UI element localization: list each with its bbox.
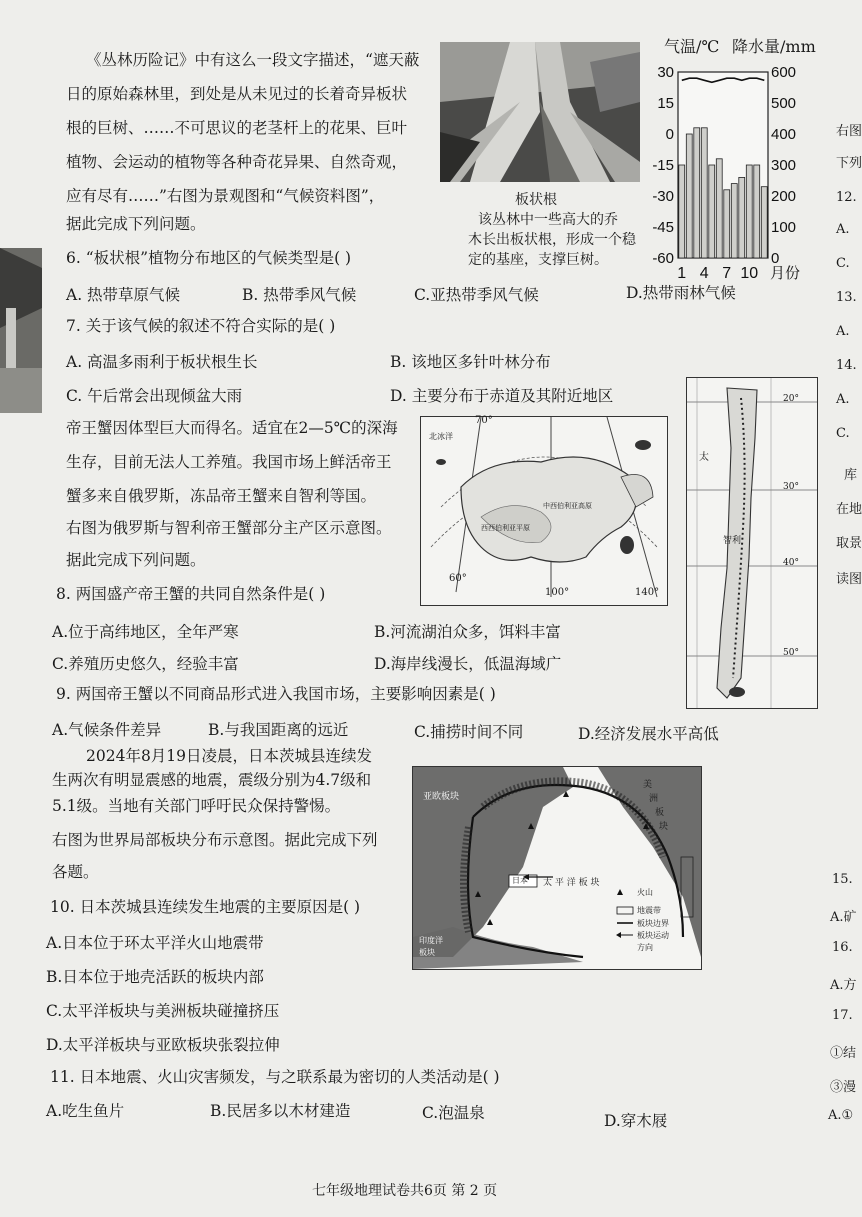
chile-label-ocean: 太 (699, 452, 709, 463)
plate-label-eurasian: 亚欧板块 (423, 792, 460, 802)
chile-lat-50: 50° (783, 648, 799, 658)
precip-bar-3 (694, 128, 700, 258)
plate-label-american-2: 洲 (649, 794, 659, 804)
climate-precip-label: 降水量/mm (732, 37, 816, 56)
precip-bar-5 (709, 165, 715, 258)
legend-volcano-label: 火山 (637, 888, 653, 897)
intro3-line5: 各题。 (52, 863, 99, 881)
q11-option-b[interactable]: B.民居多以木材建造 (210, 1102, 351, 1120)
precip-tick-label: 0 (771, 250, 780, 267)
temp-tick-label: -45 (652, 219, 674, 236)
temp-tick-label: -60 (652, 250, 674, 267)
plate-label-american-4: 块 (659, 822, 669, 832)
page-footer: 七年级地理试卷共6页 第 2 页 (312, 1183, 498, 1199)
photo-caption-1: 该丛林中一些高大的乔 (478, 212, 618, 228)
q9-option-a[interactable]: A.气候条件差异 (52, 721, 162, 739)
month-tick-label: 1 (677, 265, 687, 282)
chile-map-svg (687, 378, 817, 708)
q9-option-d[interactable]: D.经济发展水平高低 (578, 725, 719, 743)
q9-option-b[interactable]: B.与我国距离的远近 (208, 721, 349, 739)
month-unit-label: 月份 (770, 264, 801, 282)
month-tick-label: 4 (699, 265, 709, 282)
precip-bar-12 (761, 187, 767, 258)
intro1-line1: 《丛林历险记》中有这么一段文字描述，“遮天蔽 (86, 51, 420, 69)
edge-fragment-19: ①结 (830, 1046, 857, 1061)
plate-label-american-3: 板 (655, 808, 665, 818)
plate-label-pacific: 太 平 洋 板 块 (543, 878, 600, 888)
legend-volcano-icon (617, 889, 623, 895)
edge-fragment-11: 在地 (836, 502, 862, 517)
precip-tick-label: 600 (771, 64, 797, 81)
intro1-line2: 日的原始森林里，到处是从未见过的长着奇异板状 (66, 85, 408, 103)
edge-fragment-1: 下列 (836, 156, 862, 171)
intro3-line1: 2024年8月19日凌晨，日本茨城县连续发 (86, 747, 373, 765)
precip-tick-label: 300 (771, 157, 797, 174)
month-tick-label: 7 (722, 265, 732, 282)
legend-quake-label: 地震带 (637, 906, 661, 915)
climate-temp-label: 气温/℃ (664, 37, 720, 56)
chile-lat-20: 20° (783, 394, 799, 404)
russia-lon-70: 70° (475, 415, 493, 426)
q7-stem: 7. 关于该气候的叙述不符合实际的是( ) (66, 317, 336, 335)
q6-option-a[interactable]: A. 热带草原气候 (66, 286, 181, 304)
precip-bar-9 (739, 177, 745, 258)
q8-stem: 8. 两国盛产帝王蟹的共同自然条件是( ) (56, 585, 326, 603)
precip-tick-label: 200 (771, 188, 797, 205)
climate-chart-svg (648, 30, 818, 282)
climate-chart (648, 30, 818, 282)
q9-option-c[interactable]: C.捕捞时间不同 (414, 723, 524, 741)
russia-label-plain: 西西伯利亚平原 (481, 524, 530, 532)
q10-option-d[interactable]: D.太平洋板块与亚欧板块张裂拉伸 (46, 1036, 280, 1054)
edge-fragment-9: C. (836, 426, 850, 441)
edge-fragment-6: A. (836, 324, 850, 339)
q8-option-d[interactable]: D.海岸线漫长，低温海域广 (374, 655, 562, 673)
q10-option-c[interactable]: C.太平洋板块与美洲板块碰撞挤压 (46, 1002, 280, 1020)
edge-fragment-15: A.矿 (830, 910, 857, 925)
intro1-line5: 应有尽有……”右图为景观图和“气候资料图”， (66, 187, 385, 205)
plate-label-american-1: 美 (643, 780, 653, 790)
q6-option-d[interactable]: D.热带雨林气候 (626, 284, 736, 302)
temp-tick-label: 15 (657, 95, 674, 112)
q10-option-b[interactable]: B.日本位于地壳活跃的板块内部 (46, 968, 264, 986)
photo-caption-2: 木长出板状根，形成一个稳 (468, 232, 636, 248)
precip-bar-2 (686, 134, 692, 258)
q9-stem: 9. 两国帝王蟹以不同商品形式进入我国市场，主要影响因素是( ) (56, 685, 496, 703)
chile-lat-30: 30° (783, 482, 799, 492)
temp-tick-label: 30 (657, 64, 674, 81)
russia-label-ocean: 北冰洋 (429, 432, 453, 441)
edge-fragment-14: 15. (832, 872, 853, 887)
legend-boundary-label: 板块边界 (637, 919, 669, 928)
intro2-line4: 右图为俄罗斯与智利帝王蟹部分主产区示意图。 (66, 519, 392, 537)
legend-motion-label-2: 方向 (637, 943, 653, 952)
edge-fragment-0: 右图 (836, 124, 862, 139)
edge-fragment-12: 取景 (836, 536, 862, 551)
precip-bar-4 (701, 128, 707, 258)
intro1-line3: 根的巨树、……不可思议的老茎杆上的花果、巨叶 (66, 119, 408, 137)
intro2-line1: 帝王蟹因体型巨大而得名。适宜在2—5℃的深海 (66, 419, 398, 437)
precip-bar-7 (724, 190, 730, 258)
precip-tick-label: 100 (771, 219, 797, 236)
plate-label-indo-1: 印度洋 (419, 936, 443, 945)
russia-king-crab-map (420, 416, 668, 606)
q6-stem: 6. “板状根”植物分布地区的气候类型是( ) (66, 249, 352, 267)
edge-fragment-13: 读图 (836, 572, 862, 587)
intro2-line5: 据此完成下列问题。 (66, 551, 206, 569)
q11-option-a[interactable]: A.吃生鱼片 (46, 1102, 125, 1120)
month-tick-label: 10 (740, 265, 759, 282)
intro3-line3: 5.1级。当地有关部门呼吁民众保持警惕。 (52, 797, 341, 815)
precip-bar-6 (716, 159, 722, 258)
edge-fragment-5: 13. (836, 290, 857, 305)
edge-fragment-4: C. (836, 256, 850, 271)
plate-label-indo-2: 板块 (419, 948, 435, 957)
edge-fragment-20: ③漫 (830, 1080, 857, 1095)
legend-motion-label-1: 板块运动 (637, 931, 669, 940)
legend-quake-icon (617, 907, 633, 914)
edge-fragment-17: A.方 (830, 978, 857, 993)
edge-fragment-7: 14. (836, 358, 857, 373)
edge-fragment-10: 库 (844, 468, 858, 483)
precip-tick-label: 500 (771, 95, 797, 112)
q10-stem: 10. 日本茨城县连续发生地震的主要原因是( ) (50, 898, 361, 916)
q11-stem: 11. 日本地震、火山灾害频发，与之联系最为密切的人类活动是( ) (50, 1068, 500, 1086)
edge-fragment-16: 16. (832, 940, 853, 955)
q7-option-a[interactable]: A. 高温多雨利于板状根生长 (66, 353, 258, 371)
precip-bar-10 (746, 165, 752, 258)
edge-fragment-21: A.① (828, 1108, 854, 1123)
q7-option-d[interactable]: D. 主要分布于赤道及其附近地区 (390, 387, 614, 405)
q11-option-c[interactable]: C.泡温泉 (422, 1104, 485, 1122)
photo-caption-3: 定的基座，支撑巨树。 (468, 252, 608, 268)
margin-photo-fragment (0, 248, 42, 413)
intro3-line2: 生两次有明显震感的地震，震级分别为4.7级和 (52, 771, 372, 789)
russia-lon-140: 140° (635, 587, 660, 598)
chile-king-crab-map (686, 377, 818, 709)
precip-bar-11 (754, 165, 760, 258)
intro2-line3: 蟹多来自俄罗斯，冻品帝王蟹来自智利等国。 (66, 487, 377, 505)
edge-fragment-8: A. (836, 392, 850, 407)
q7-option-b[interactable]: B. 该地区多针叶林分布 (390, 353, 551, 371)
plate-label-japan: 日本 (512, 876, 528, 885)
q7-option-c[interactable]: C. 午后常会出现倾盆大雨 (66, 387, 243, 405)
q8-option-c[interactable]: C.养殖历史悠久，经验丰富 (52, 655, 239, 673)
temp-tick-label: -15 (652, 157, 674, 174)
chile-lat-40: 40° (783, 558, 799, 568)
q8-option-b[interactable]: B.河流湖泊众多，饵料丰富 (374, 623, 561, 641)
russia-lon-60: 60° (449, 573, 467, 584)
russia-lon-100: 100° (545, 587, 570, 598)
temp-tick-label: -30 (652, 188, 674, 205)
buttress-root-illustration (440, 42, 640, 182)
q8-option-a[interactable]: A.位于高纬地区，全年严寒 (52, 623, 239, 641)
intro1-line4: 植物、会运动的植物等各种奇花异果、自然奇观， (66, 153, 408, 171)
russia-label-plateau: 中西伯利亚高原 (543, 502, 592, 510)
edge-fragment-18: 17. (832, 1008, 853, 1023)
intro3-line4: 右图为世界局部板块分布示意图。据此完成下列 (52, 831, 378, 849)
buttress-root-photo (440, 42, 640, 182)
plate-boundary-map (412, 766, 702, 970)
chile-label-country: 智利 (723, 536, 742, 546)
temp-tick-label: 0 (665, 126, 674, 143)
q10-option-a[interactable]: A.日本位于环太平洋火山地震带 (46, 934, 264, 952)
q11-option-d[interactable]: D.穿木屐 (604, 1112, 668, 1130)
precip-bar-1 (679, 165, 685, 258)
edge-fragment-2: 12. (836, 190, 857, 205)
photo-title: 板状根 (515, 192, 557, 208)
intro1-line6: 据此完成下列问题。 (66, 215, 206, 233)
edge-fragment-3: A. (836, 222, 850, 237)
precip-tick-label: 400 (771, 126, 797, 143)
precip-bar-8 (731, 184, 737, 258)
q6-option-b[interactable]: B. 热带季风气候 (242, 286, 357, 304)
intro2-line2: 生存，目前无法人工养殖。我国市场上鲜活帝王 (66, 453, 392, 471)
q6-option-c[interactable]: C.亚热带季风气候 (414, 286, 539, 304)
